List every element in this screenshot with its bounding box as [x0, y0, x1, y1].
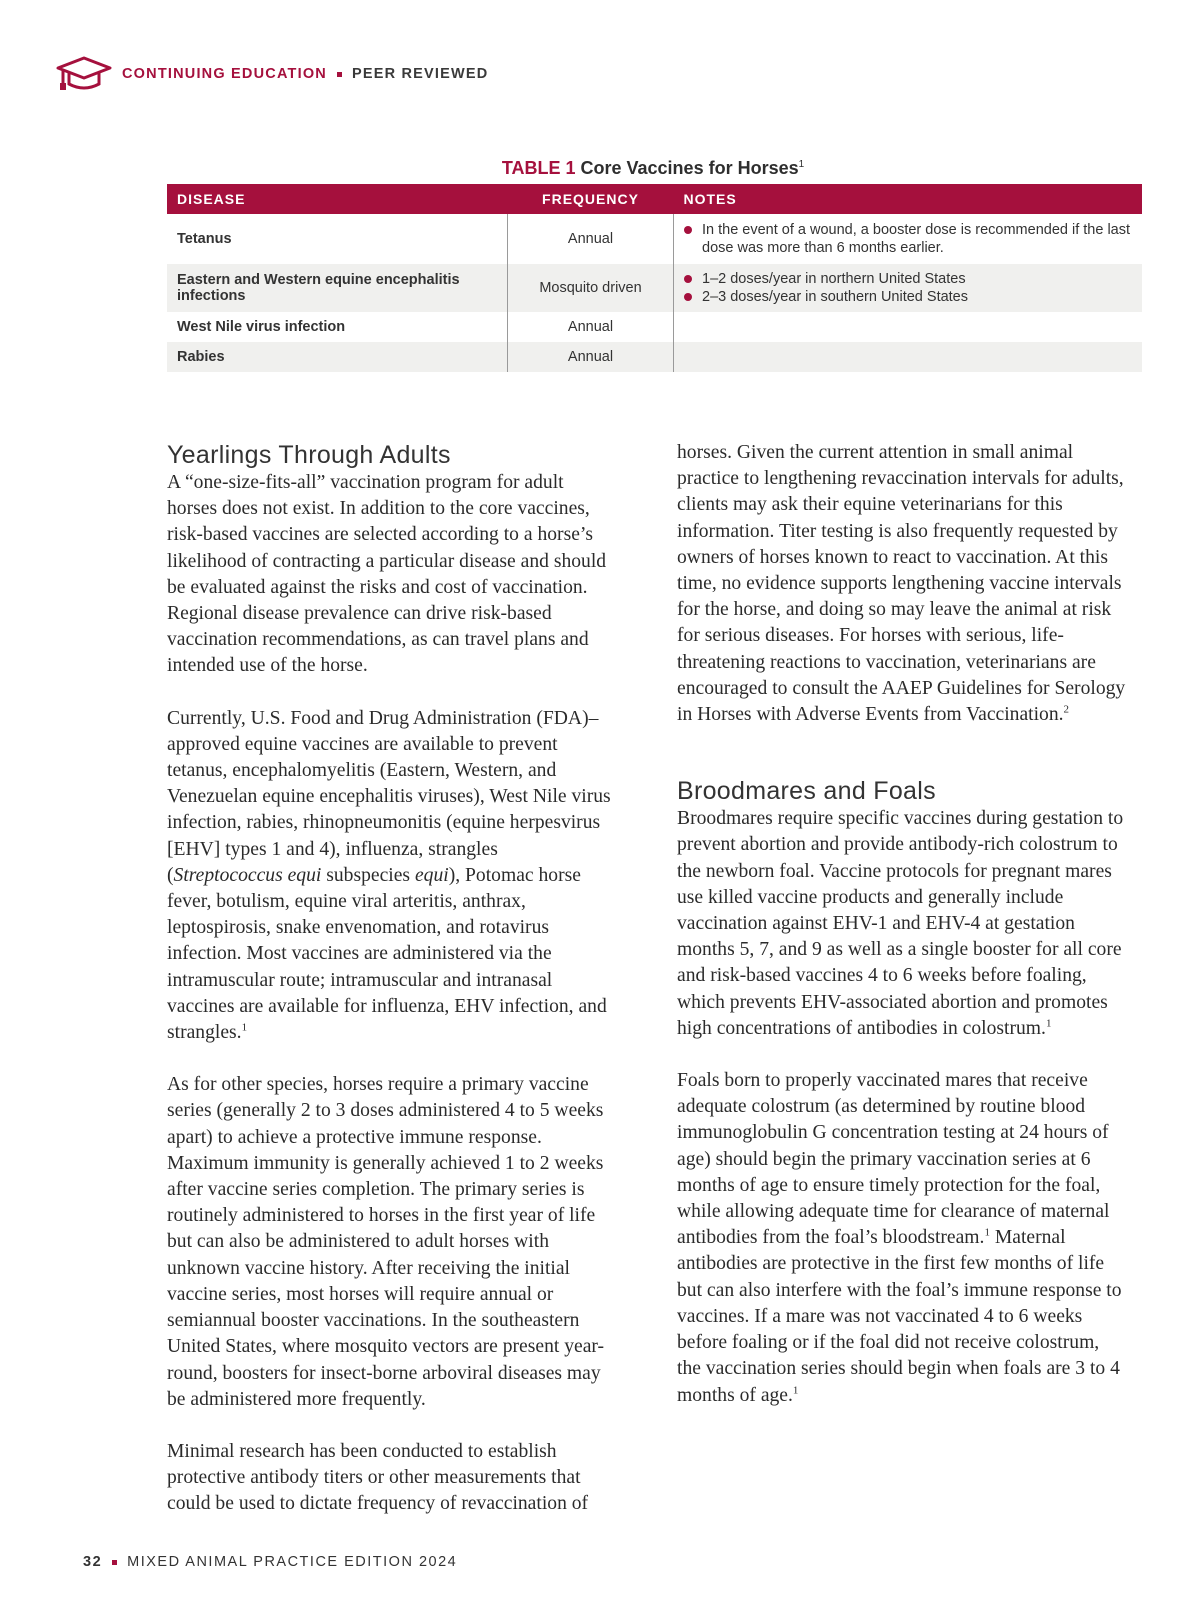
column-header-disease: DISEASE [167, 184, 508, 214]
notes-cell [674, 264, 1143, 312]
table-caption [0, 158, 1200, 179]
separator-dot [337, 72, 342, 77]
category-label: PEER REVIEWED [351, 66, 489, 82]
disease-cell: Rabies [167, 342, 508, 372]
frequency-cell: Annual [508, 214, 674, 264]
table-row [167, 214, 1142, 264]
citation-ref: 2 [1063, 703, 1070, 716]
italic-term: Streptococcus equi [173, 864, 322, 886]
citation-ref: 1 [241, 1021, 248, 1034]
paragraph: Minimal research has been conducted to establish protective antibody titers or other measurements that could be used to dictate frequency of revaccination of [167, 1440, 589, 1515]
column-header-frequency: FREQUENCY [508, 184, 674, 214]
table-row [167, 312, 1142, 342]
table-title: Core Vaccines for Horses [580, 158, 799, 178]
note-item: In the event of a wound, a booster dose is recommended if the last dose was more than 6 months earlier. [684, 221, 1132, 258]
notes-cell [674, 214, 1143, 264]
italic-term: equi [414, 864, 449, 886]
note-item: 1–2 doses/year in northern United States [684, 270, 1132, 289]
paragraph: Broodmares require specific vaccines during gestation to prevent abortion and provide antibody-rich colostrum to the newborn foal. Vaccine protocols for pregnant mares use killed vaccine products and generally include vaccination against EHV-1 and EHV-4 at gestation months 5, 7, and 9 as well as a single booster for all core and risk-based vaccines 4 to 6 weeks before foaling, which prevents EHV-associated abortion and promotes high concentrations of antibodies in colostrum.$^1$ [677, 808, 1124, 1039]
section-label: CONTINUING EDUCATION [122, 66, 327, 82]
page-number: 32 [83, 1554, 103, 1570]
table-row [167, 342, 1142, 372]
table-header-row [167, 184, 1142, 214]
page-header [56, 54, 488, 94]
column-header-notes: NOTES [674, 184, 1143, 214]
paragraph: Currently, U.S. Food and Drug Administration (FDA)–approved equine vaccines are available to prevent tetanus, encephalomyelitis (Eastern, Western, and Venezuelan equine encephalitis viruses), West Nile virus infection, rabies, rhinopneumonitis (equine herpesvirus [EHV] types 1 and 4), influenza, strangles (Streptococcus equi subspecies equi), Potomac horse fever, botulism, equine viral arteritis, anthrax, leptospirosis, snake envenomation, and rotavirus infection. Most vaccines are administered via the intramuscular route; intramuscular and intranasal vaccines are available for influenza, EHV infection, and strangles.$^1$ [167, 707, 611, 1044]
table-number: TABLE 1 [501, 158, 576, 178]
citation-ref: 1 [1045, 1017, 1052, 1030]
page-footer [83, 1554, 457, 1570]
heading-yearlings: Yearlings Through Adults [167, 441, 451, 469]
table-row [167, 264, 1142, 312]
disease-cell: Eastern and Western equine encephalitis infections [167, 264, 508, 312]
note-item: 2–3 doses/year in southern United States [684, 288, 1132, 307]
table-ref: 1 [798, 159, 805, 170]
notes-cell [674, 312, 1143, 342]
frequency-cell: Mosquito driven [508, 264, 674, 312]
paragraph: Foals born to properly vaccinated mares that receive adequate colostrum (as determined by routine blood immunoglobulin G concentration testing at 24 hours of age) should begin the primary vaccination series at 6 months of age to ensure timely protection for the foal, while allowing adequate time for clearance of maternal antibodies from the foal’s bloodstream.$^1$ Maternal antibodies are protective in the first few months of life but can also interfere with the foal’s immune response to vaccines. If a mare was not vaccinated 4 to 6 weeks before foaling or if the foal did not receive colostrum, the vaccination series should begin when foals are 3 to 4 months of age.$^1$ [677, 1070, 1122, 1406]
publication-name: MIXED ANIMAL PRACTICE EDITION 2024 [127, 1554, 458, 1570]
frequency-cell: Annual [508, 312, 674, 342]
citation-ref: 1 [792, 1383, 799, 1396]
citation-ref: 1 [984, 1226, 990, 1239]
heading-broodmares: Broodmares and Foals [677, 777, 936, 806]
paragraph: As for other species, horses require a primary vaccine series (generally 2 to 3 doses administered 4 to 5 weeks apart) to achieve a protective immune response. Maximum immunity is generally achieved 1 to 2 weeks after vaccine series completion. The primary series is routinely administered to horses in the first year of life but can also be administered to adult horses with unknown vaccine history. After receiving the initial vaccine series, most horses will require annual or semiannual booster vaccinations. In the southeastern United States, where mosquito vectors are present year-round, boosters for insect-borne arboviral diseases may be administered more frequently. [167, 1074, 605, 1410]
disease-cell: Tetanus [167, 214, 508, 264]
left-column [167, 440, 617, 1518]
core-vaccines-table [167, 184, 1142, 372]
paragraph: A “one-size-fits-all” vaccination program for adult horses does not exist. In addition to the core vaccines, risk-based vaccines are selected according to a horse’s likelihood of contracting a particular disease and should be evaluated against the risks and cost of vaccination. Regional disease prevalence can drive risk-based vaccination recommendations, as can travel plans and intended use of the horse. [167, 472, 607, 677]
notes-cell [674, 342, 1143, 372]
disease-cell: West Nile virus infection [167, 312, 508, 342]
frequency-cell: Annual [508, 342, 674, 372]
separator-dot [112, 1560, 117, 1565]
graduation-cap-icon [56, 54, 112, 94]
paragraph: horses. Given the current attention in small animal practice to lengthening revaccination intervals for adults, clients may ask their equine veterinarians for this information. Titer testing is also frequently requested by owners of horses known to react to vaccination. At this time, no evidence supports lengthening vaccine intervals for the horse, and doing so may leave the animal at risk for serious diseases. For horses with serious, life-threatening reactions to vaccination, veterinarians are encouraged to consult the AAEP Guidelines for Serology in Horses with Adverse Events from Vaccination.$^2$ [677, 442, 1126, 726]
right-column [677, 440, 1127, 1409]
